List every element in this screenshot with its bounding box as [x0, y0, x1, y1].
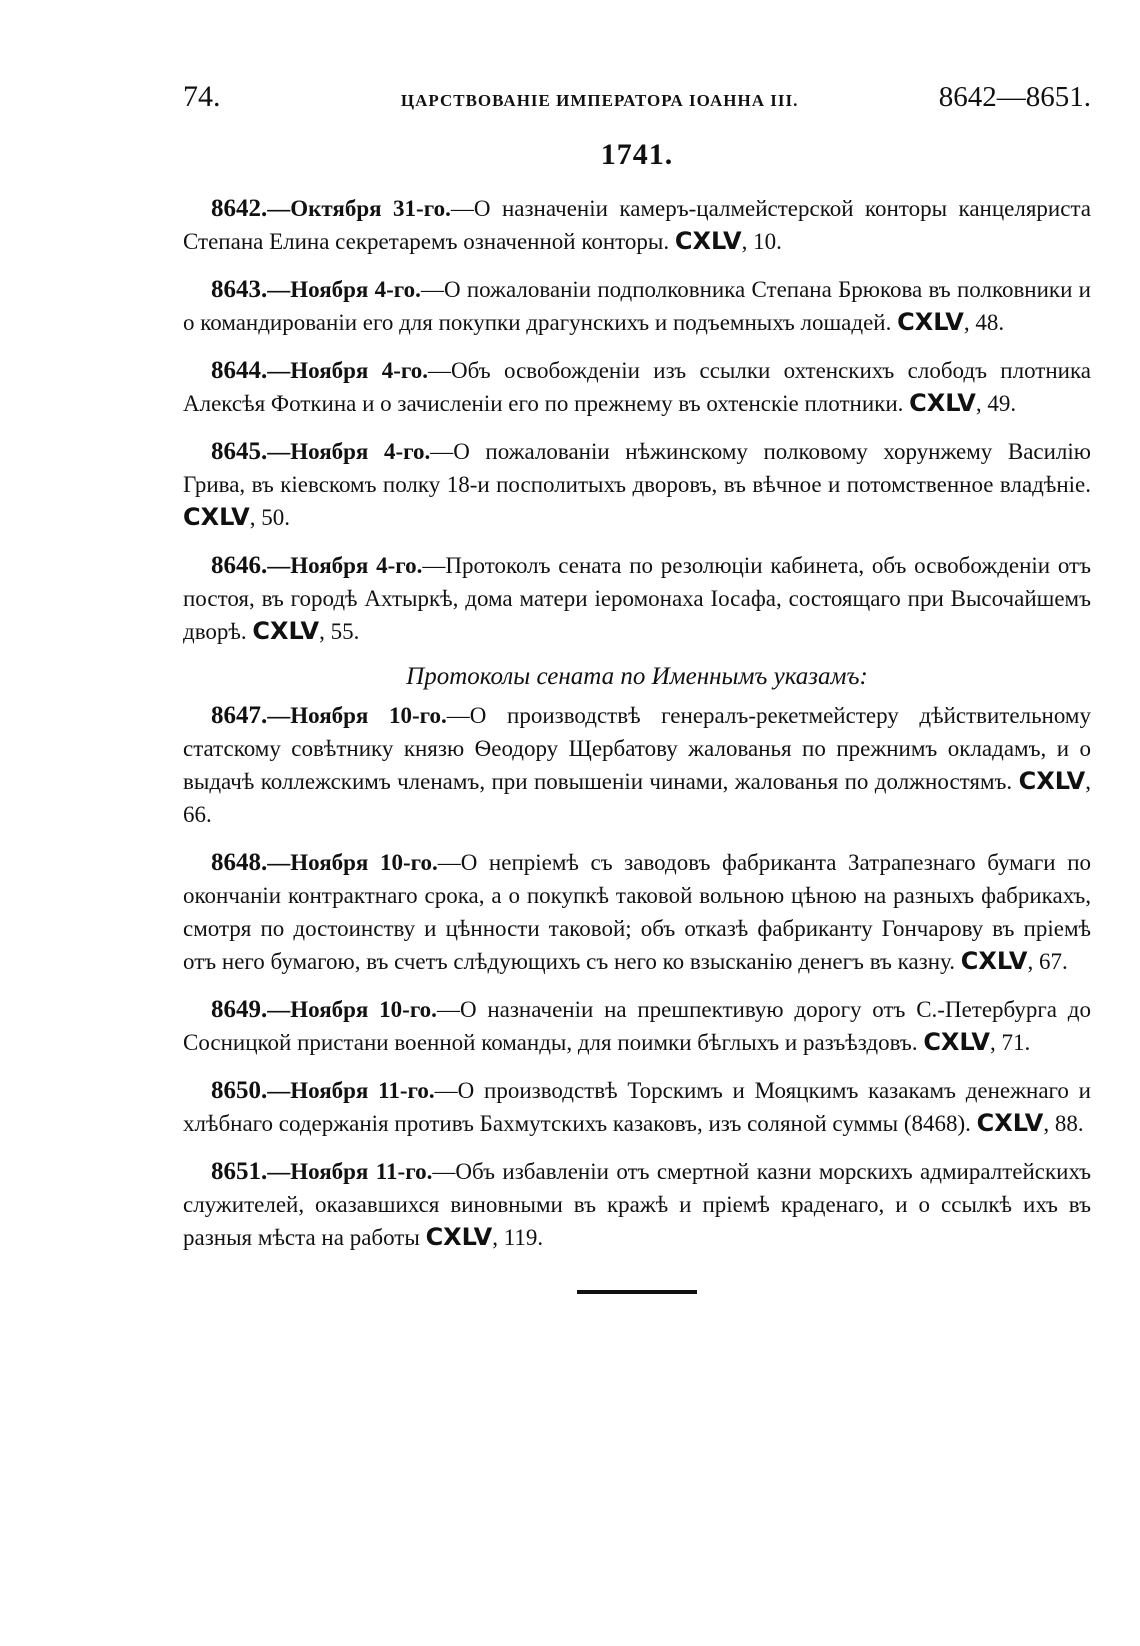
- entry-number: 8648.: [211, 849, 268, 876]
- entry-8646: [183, 549, 1091, 648]
- entry-date: —Ноября 11-го.: [267, 1159, 433, 1184]
- entry-text: —О производствѣ генералъ-рекетмейстеру дѣйствительному статскому совѣтнику князю Ѳеодору Щербатову жалованья по прежнимъ окладамъ, и о выдачѣ коллежскимъ членамъ, при повышеніи чинами, жалованья по должностямъ.: [183, 703, 1091, 794]
- entry-date: —Ноября 4-го.: [267, 553, 423, 578]
- entry-8644: [183, 354, 1091, 420]
- entry-volume: CXLV: [960, 947, 1028, 975]
- entry-date: —Ноября 4-го.: [267, 439, 431, 464]
- entry-8650: [183, 1074, 1091, 1140]
- entry-text: —Объ освобожденіи изъ ссылки охтенскихъ слободъ плотника Алексѣя Фоткина и о зачисленіи его по прежнему въ охтенскіе плотники.: [183, 358, 1091, 416]
- entry-text: —Протоколъ сената по резолюціи кабинета, объ освобожденіи отъ постоя, въ городѣ Ахтыркѣ, дома матери іеромонаха Іосафа, состоящаго при Высочайшемъ дворѣ.: [183, 553, 1091, 644]
- entry-text: —О пожалованіи нѣжинскому полковому хорунжему Василію Грива, въ кіевскомъ полку 18-и посполитыхъ дворовъ, въ вѣчное и потомственное владѣніе.: [183, 439, 1091, 497]
- entry-page: , 119.: [492, 1225, 544, 1250]
- entry-volume: CXLV: [909, 389, 976, 417]
- entry-date: —Ноября 10-го.: [267, 703, 447, 728]
- entry-number: 8644.: [211, 357, 268, 384]
- entry-volume: CXLV: [674, 227, 742, 255]
- entry-text: —О пожалованіи подполковника Степана Брюкова въ полковники и о командированіи его для покупки драгунскихъ и подъемныхъ лошадей.: [183, 277, 1091, 335]
- entry-text: —О непріемѣ съ заводовъ фабриканта Затрапезнаго бумаги по окончаніи контрактнаго срока, а о покупкѣ таковой вольною цѣною на разныхъ фабрикахъ, смотря по достоинству и цѣнности таковой; объ отказѣ фабриканту Гончарову въ пріемѣ отъ него бумагою, въ счетъ слѣдующихъ съ него ко взысканію денегъ въ казну.: [183, 850, 1091, 974]
- entry-8642: [183, 192, 1091, 258]
- entry-text: —О назначеніи камеръ-цалмейстерской конторы канцеляриста Степана Елина секретаремъ означенной конторы.: [183, 196, 1091, 254]
- entry-page: , 88.: [1043, 1111, 1084, 1136]
- entry-volume: CXLV: [897, 308, 964, 336]
- entry-8647: [183, 699, 1091, 831]
- entry-page: , 67.: [1027, 949, 1068, 974]
- entry-number: 8649.: [211, 996, 268, 1023]
- entry-number: 8646.: [211, 552, 268, 579]
- entry-8648: [183, 846, 1091, 978]
- entry-date: —Ноября 10-го.: [267, 850, 438, 875]
- entry-volume: CXLV: [923, 1028, 990, 1056]
- entry-text: —Объ избавленіи отъ смертной казни морскихъ адмиралтейскихъ служителей, оказавшихся виновными въ кражѣ и пріемѣ краденаго, и о ссылкѣ ихъ въ разныя мѣста на работы: [183, 1159, 1091, 1250]
- entry-page: , 71.: [990, 1030, 1031, 1055]
- entry-volume: CXLV: [183, 503, 250, 531]
- entry-page: , 66.: [183, 769, 1092, 827]
- entry-text: —О назначеніи на прешпективую дорогу отъ С.-Петербурга до Сосницкой пристани военной команды, для поимки бѣглыхъ и разъѣздовъ.: [183, 997, 1091, 1055]
- entry-page: , 50.: [249, 505, 290, 530]
- entry-date: —Ноября 11-го.: [267, 1078, 435, 1103]
- entry-number: 8647.: [211, 702, 268, 729]
- entry-range: 8642—8651.: [938, 81, 1091, 113]
- page-header: [183, 80, 1091, 120]
- closing-rule: [577, 1290, 697, 1294]
- entry-text: —О производствѣ Торскимъ и Мояцкимъ казакамъ денежнаго и хлѣбнаго содержанія противъ Бахмутскихъ казаковъ, изъ соляной суммы (8468).: [183, 1078, 1091, 1136]
- entry-8643: [183, 273, 1091, 339]
- entry-8649: [183, 993, 1091, 1059]
- entry-number: 8650.: [211, 1077, 268, 1104]
- entry-number: 8645.: [211, 438, 268, 465]
- running-title: ЦАРСТВОВАНІЕ ИМПЕРАТОРА ІОАННА III.: [400, 91, 799, 110]
- entry-page: , 48.: [963, 310, 1005, 335]
- year-heading: 1741.: [600, 138, 674, 171]
- entry-page: , 55.: [319, 619, 360, 644]
- entry-8651: [183, 1155, 1091, 1254]
- entry-date: —Октября 31-го.: [267, 196, 451, 221]
- entry-date: —Ноября 4-го.: [267, 358, 429, 383]
- entry-page: , 10.: [741, 229, 782, 254]
- entry-number: 8642.: [211, 195, 268, 222]
- entry-page: , 49.: [975, 391, 1017, 416]
- entry-volume: CXLV: [252, 617, 320, 645]
- entry-volume: CXLV: [1018, 767, 1086, 795]
- section-subheading: Протоколы сената по Именнымъ указамъ:: [406, 663, 868, 690]
- entry-8645: [183, 435, 1091, 534]
- entry-date: —Ноября 4-го.: [267, 277, 421, 302]
- entry-number: 8651.: [211, 1158, 268, 1185]
- entry-volume: CXLV: [976, 1109, 1044, 1137]
- entry-date: —Ноября 10-го.: [267, 997, 437, 1022]
- document-page: [183, 80, 1091, 1294]
- entry-volume: CXLV: [425, 1223, 493, 1251]
- entry-number: 8643.: [211, 276, 268, 303]
- page-number: 74.: [183, 80, 221, 113]
